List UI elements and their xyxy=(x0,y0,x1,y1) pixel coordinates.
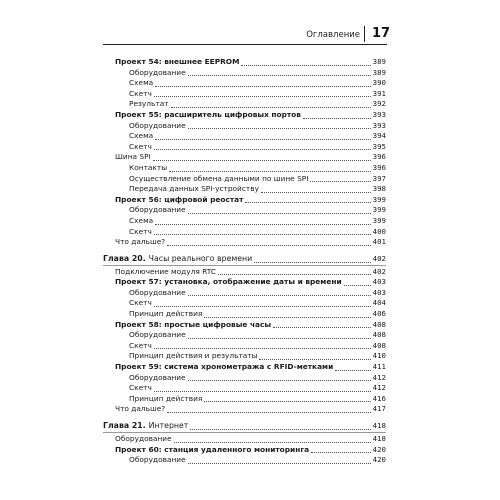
toc-entry[interactable] xyxy=(103,237,386,248)
toc-entry-title: Проект 58: простые цифровые часы xyxy=(115,319,272,329)
toc-entry-page: 390 xyxy=(372,78,386,88)
toc-entry[interactable] xyxy=(103,216,386,227)
toc-entry-page: 397 xyxy=(372,173,386,183)
toc-entry-title: Что дальше? xyxy=(115,404,166,414)
toc-entry-page: 403 xyxy=(372,277,386,287)
dot-leader xyxy=(154,227,371,235)
toc-entry-title: Передача данных SPI-устройству xyxy=(129,184,259,194)
toc-entry-title: Осуществление обмена данными по шине SPI xyxy=(129,173,309,183)
dot-leader xyxy=(188,68,371,76)
dot-leader xyxy=(310,174,370,182)
toc-entry-title: Проект 56: цифровой реостат xyxy=(115,194,244,204)
toc-entry-title: Шина SPI xyxy=(115,152,151,162)
dot-leader xyxy=(218,267,371,275)
toc-entry-title: Скетч xyxy=(129,298,152,308)
dot-leader xyxy=(188,121,371,129)
toc-entry[interactable] xyxy=(103,320,386,331)
toc-entry-page: 399 xyxy=(372,194,386,204)
toc-entry-title: Скетч xyxy=(129,340,152,350)
toc-entry-title: Скетч xyxy=(129,88,152,98)
dot-leader xyxy=(188,206,371,214)
toc-entry[interactable] xyxy=(103,68,386,79)
toc-entry-title: Оборудование xyxy=(129,205,186,215)
dot-leader xyxy=(155,132,370,140)
toc-entry-page: 399 xyxy=(372,205,386,215)
toc-entry-page: 392 xyxy=(372,99,386,109)
dot-leader xyxy=(241,58,370,66)
toc-entry[interactable] xyxy=(103,78,386,89)
table-of-contents xyxy=(103,57,386,466)
toc-entry-title: Проект 59: система хронометража с RFID-метками xyxy=(115,362,334,372)
toc-chapter-number: Глава 21. xyxy=(103,421,146,431)
dot-leader xyxy=(303,111,371,119)
dot-leader xyxy=(311,445,370,453)
toc-entry[interactable] xyxy=(103,227,386,238)
toc-entry-page: 410 xyxy=(372,351,386,361)
toc-entry-page: 418 xyxy=(372,434,386,443)
dot-leader xyxy=(155,217,370,225)
toc-entry-page: 400 xyxy=(372,226,386,236)
dot-leader xyxy=(259,352,370,360)
toc-chapter-number: Глава 20. xyxy=(103,254,146,264)
toc-entry[interactable] xyxy=(103,184,386,195)
toc-entry-title: Схема xyxy=(129,215,154,225)
toc-entry-title: Интернет xyxy=(148,421,189,431)
toc-entry-title: Оборудование xyxy=(115,434,172,443)
header-separator xyxy=(364,26,365,42)
toc-entry-page: 403 xyxy=(372,287,386,297)
dot-leader xyxy=(335,363,370,371)
dot-leader xyxy=(188,331,371,339)
toc-entry-title: Скетч xyxy=(129,226,152,236)
toc-entry-page: 394 xyxy=(372,131,386,141)
dot-leader xyxy=(344,278,371,286)
toc-entry[interactable] xyxy=(103,110,386,121)
toc-chapter-entry[interactable] xyxy=(103,420,386,433)
toc-entry[interactable] xyxy=(103,195,386,206)
toc-entry-page: 395 xyxy=(372,141,386,151)
dot-leader xyxy=(155,79,370,87)
dot-leader xyxy=(188,288,371,296)
toc-entry[interactable] xyxy=(103,89,386,100)
toc-entry-title: Оборудование xyxy=(129,455,186,465)
toc-entry-page: 396 xyxy=(372,162,386,172)
toc-entry[interactable] xyxy=(103,351,386,362)
toc-entry-page: 402 xyxy=(372,254,386,264)
toc-entry-title: Скетч xyxy=(129,383,152,393)
toc-entry-page: 396 xyxy=(372,152,386,162)
toc-entry-title: Часы реального времени xyxy=(148,254,253,264)
toc-entry-page: 420 xyxy=(372,455,386,465)
toc-entry[interactable] xyxy=(103,131,386,142)
dot-leader xyxy=(254,255,370,263)
toc-entry-page: 412 xyxy=(372,383,386,393)
dot-leader xyxy=(154,299,371,307)
dot-leader xyxy=(154,142,371,150)
toc-entry-page: 411 xyxy=(372,362,386,372)
toc-entry[interactable] xyxy=(103,288,386,299)
toc-entry-title: Контакты xyxy=(129,162,168,172)
toc-entry-page: 408 xyxy=(372,319,386,329)
toc-entry-title: Схема xyxy=(129,131,154,141)
dot-leader xyxy=(153,153,371,161)
dot-leader xyxy=(273,320,371,328)
toc-entry[interactable] xyxy=(103,174,386,185)
toc-entry-page: 418 xyxy=(372,421,386,431)
toc-entry-title: Проект 55: расширитель цифровых портов xyxy=(115,109,301,119)
toc-entry-page: 408 xyxy=(372,330,386,340)
toc-entry-page: 417 xyxy=(372,404,386,414)
toc-entry-title: Что дальше? xyxy=(115,237,166,247)
toc-entry-title: Оборудование xyxy=(129,120,186,130)
toc-entry[interactable] xyxy=(103,330,386,341)
toc-entry[interactable] xyxy=(103,341,386,352)
toc-entry-page: 401 xyxy=(372,237,386,247)
toc-entry-page: 398 xyxy=(372,184,386,194)
page-header xyxy=(0,0,500,48)
toc-entry-title: Проект 57: установка, отображение даты и времени xyxy=(115,277,342,287)
toc-entry-page: 420 xyxy=(372,444,386,454)
toc-entry[interactable] xyxy=(103,394,386,405)
toc-entry-title: Оборудование xyxy=(129,372,186,382)
toc-entry-title: Схема xyxy=(129,78,154,88)
toc-entry[interactable] xyxy=(103,383,386,394)
toc-entry[interactable] xyxy=(103,267,386,278)
dot-leader xyxy=(174,435,371,443)
toc-entry-page: 416 xyxy=(372,393,386,403)
toc-entry-page: 408 xyxy=(372,340,386,350)
toc-entry-page: 389 xyxy=(372,57,386,66)
toc-entry-title: Проект 54: внешнее EEPROM xyxy=(115,57,240,66)
toc-entry[interactable] xyxy=(103,57,386,68)
dot-leader xyxy=(167,405,370,413)
toc-entry[interactable] xyxy=(103,277,386,288)
toc-entry-page: 393 xyxy=(372,120,386,130)
toc-entry[interactable] xyxy=(103,445,386,456)
page-number: 17 xyxy=(372,26,391,41)
toc-entry-page: 402 xyxy=(372,266,386,276)
toc-entry[interactable] xyxy=(103,362,386,373)
toc-entry[interactable] xyxy=(103,142,386,153)
toc-entry-title: Принцип действия xyxy=(129,309,203,319)
toc-entry[interactable] xyxy=(103,99,386,110)
toc-entry-title: Принцип действия и результаты xyxy=(129,351,258,361)
toc-entry-title: Проект 60: станция удаленного мониторинга xyxy=(115,444,310,454)
running-head-title: Оглавление xyxy=(306,30,360,40)
toc-entry[interactable] xyxy=(103,434,386,445)
toc-entry[interactable] xyxy=(103,309,386,320)
dot-leader xyxy=(167,238,370,246)
dot-leader xyxy=(190,422,370,430)
toc-entry[interactable] xyxy=(103,373,386,384)
toc-entry-page: 404 xyxy=(372,298,386,308)
toc-entry[interactable] xyxy=(103,298,386,309)
toc-entry[interactable] xyxy=(103,455,386,466)
dot-leader xyxy=(245,195,370,203)
dot-leader xyxy=(154,384,371,392)
toc-entry-page: 393 xyxy=(372,109,386,119)
toc-entry-page: 412 xyxy=(372,372,386,382)
dot-leader xyxy=(188,373,371,381)
dot-leader xyxy=(204,310,370,318)
toc-entry[interactable] xyxy=(103,152,386,163)
dot-leader xyxy=(169,164,371,172)
dot-leader xyxy=(154,341,371,349)
toc-entry-title: Результат xyxy=(129,99,169,109)
toc-entry[interactable] xyxy=(103,205,386,216)
toc-entry-title: Оборудование xyxy=(129,287,186,297)
toc-entry-title: Оборудование xyxy=(129,67,186,77)
toc-entry-title: Скетч xyxy=(129,141,152,151)
toc-entry-page: 399 xyxy=(372,215,386,225)
toc-entry[interactable] xyxy=(103,163,386,174)
toc-entry-page: 391 xyxy=(372,88,386,98)
dot-leader xyxy=(261,185,371,193)
toc-chapter-entry[interactable] xyxy=(103,253,386,266)
toc-entry-title: Принцип действия xyxy=(129,393,203,403)
toc-entry[interactable] xyxy=(103,121,386,132)
dot-leader xyxy=(188,456,371,464)
toc-entry[interactable] xyxy=(103,404,386,415)
dot-leader xyxy=(154,89,371,97)
toc-entry-title: Подключение модуля RTC xyxy=(115,266,216,276)
toc-entry-page: 389 xyxy=(372,67,386,77)
toc-entry-page: 406 xyxy=(372,309,386,319)
toc-entry-title: Оборудование xyxy=(129,330,186,340)
dot-leader xyxy=(171,100,371,108)
header-rule xyxy=(103,44,387,45)
dot-leader xyxy=(204,394,370,402)
